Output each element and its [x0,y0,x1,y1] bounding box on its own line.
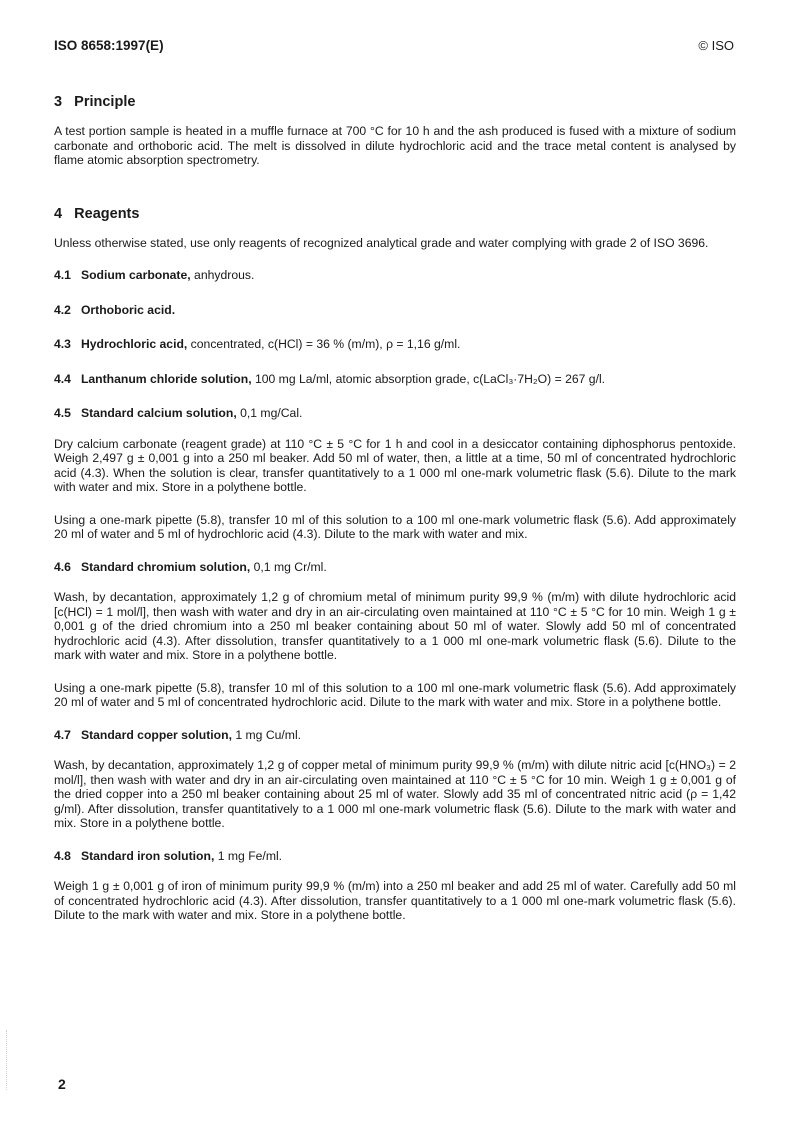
subclause-title: Lanthanum chloride solution, [80,371,252,386]
section-title: Principle [74,94,136,110]
subclause-4-8 [54,849,736,864]
subclause-4-2 [54,303,736,318]
section-title: Reagents [74,205,140,222]
subclause-4-3 [54,337,736,352]
subclause-title: Sodium carbonate, [80,268,191,282]
iron-paragraph: Weigh 1 g ± 0,001 g of iron of minimum purity 99,9 % (m/m) into a 250 ml beaker and add 25 ml of water. Carefully add 50 ml of concentrated hydrochloric acid (4.3). After dissolution, transfer quantitatively to a 1 000 ml one-mark volumetric flask (5.6). Dilute to the mark with water and mix. Store in a polythene bottle. [54,879,736,922]
subclause-number: 4.2 [54,302,71,317]
subclause-4-6 [54,560,736,575]
subclause-title: Standard copper solution, [80,727,232,742]
copper-paragraph: Wash, by decantation, approximately 1,2 g of copper metal of minimum purity 99,9 % (m/m) with dilute nitric acid [c(HNO₃) = 2 mol/l], then wash with water and dry in an air-circulating oven maintained at 110 °C ± 5 °C for 10 min. Weigh 1 g ± 0,001 g of the dried copper into a 250 ml beaker containing about 25 ml of water. Slowly add 35 ml of concentrated nitric acid (ρ = 1,42 g/ml). After dissolution, transfer quantitatively to a 1 000 ml one-mark volumetric flask (5.6). Dilute to the mark with water and mix. Store in a polythene bottle. [54,758,736,830]
chromium-paragraph-2: Using a one-mark pipette (5.8), transfer 10 ml of this solution to a 100 ml one-mark volumetric flask (5.6). Add approximately 20 ml of water and 5 ml of concentrated hydrochloric acid. Dilute to the mark with water and mix. Store in a polythene bottle. [54,680,736,709]
subclause-number: 4.3 [54,337,71,351]
calcium-paragraph-2: Using a one-mark pipette (5.8), transfer 10 ml of this solution to a 100 ml one-mark volumetric flask (5.6). Add approximately 20 ml of water and 5 ml of hydrochloric acid (4.3). Dilute to the mark with water and mix. [54,512,736,541]
subclause-title: Standard chromium solution, [80,559,251,574]
subclause-description: anhydrous. [190,268,255,282]
calcium-paragraph-1: Dry calcium carbonate (reagent grade) at 110 °C ± 5 °C for 1 h and cool in a desiccator containing diphosphorus pentoxide. Weigh 2,497 g ± 0,001 g into a 250 ml beaker. Add 50 ml of water, then, a little at a time, 50 ml of concentrated hydrochloric acid (4.3). When the solution is clear, transfer quantitatively to a 1 000 ml one-mark volumetric flask (5.6). Dilute to the mark with water and mix. Store in a polythene bottle. [54,436,736,494]
margin-mark [6,1030,8,1090]
subclause-number: 4.5 [54,406,71,420]
subclause-number: 4.6 [54,559,71,574]
subclause-4-1 [54,268,736,283]
subclause-4-7 [54,728,736,743]
subclause-title: Standard iron solution, [80,848,215,863]
subclause-description: concentrated, c(HCl) = 36 % (m/m), ρ = 1,16 g/ml. [187,337,461,351]
subclause-4-4 [54,372,736,387]
page-number: 2 [58,1076,66,1092]
subclause-description: 1 mg Cu/ml. [231,727,302,742]
reagents-intro-paragraph: Unless otherwise stated, use only reagents of recognized analytical grade and water complying with grade 2 of ISO 3696. [54,235,709,250]
section-4-heading [54,206,736,222]
subclause-title: Standard calcium solution, [80,406,237,420]
subclause-title: Hydrochloric acid, [80,337,188,351]
section-number: 4 [54,205,63,222]
subclause-description: 1 mg Fe/ml. [214,848,283,863]
chromium-paragraph-1: Wash, by decantation, approximately 1,2 g of chromium metal of minimum purity 99,9 % (m/m) with dilute hydrochloric acid [c(HCl) = 1 mol/l], then wash with water and dry in an air-circulating oven maintained at 110 °C ± 5 °C for 10 min. Weigh 1 g ± 0,001 g of the dried chromium into a 250 ml beaker containing about 50 ml of water. Slowly add 50 ml of concentrated hydrochloric acid (4.3). After dissolution, transfer quantitatively to a 1 000 ml one-mark volumetric flask (5.6). Dilute to the mark with water and mix. Store in a polythene bottle. [54,590,736,662]
page-content [54,94,736,941]
subclause-number: 4.4 [54,371,71,386]
subclause-description: 0,1 mg/Cal. [236,406,303,420]
subclause-number: 4.1 [54,268,71,282]
subclause-number: 4.7 [54,727,71,742]
subclause-4-5 [54,406,736,421]
section-3-heading [54,94,736,110]
subclause-description: 100 mg La/ml, atomic absorption grade, c(LaCl₃·7H₂O) = 267 g/l. [251,371,606,386]
document-id: ISO 8658:1997(E) [54,38,164,53]
subclause-title: Orthoboric acid. [80,302,176,317]
subclause-number: 4.8 [54,848,71,863]
section-number: 3 [54,94,63,110]
subclause-description: 0,1 mg Cr/ml. [250,559,327,574]
copyright-mark: © ISO [698,38,734,53]
principle-paragraph: A test portion sample is heated in a muffle furnace at 700 °C for 10 h and the ash produced is fused with a mixture of sodium carbonate and orthoboric acid. The melt is dissolved in dilute hydrochloric acid and the trace metal content is analysed by flame atomic absorption spectrometry. [54,124,736,167]
